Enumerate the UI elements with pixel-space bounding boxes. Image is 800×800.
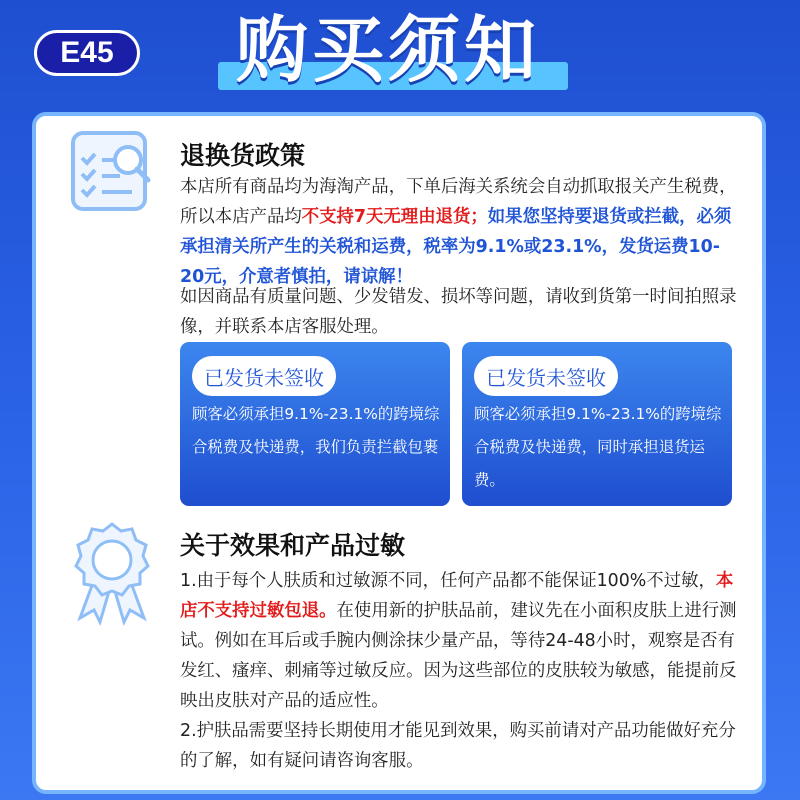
no-allergy-return-highlight: 本店不支持过敏包退。 xyxy=(180,571,734,621)
shipped-card-1-text: 顾客必须承担9.1%-23.1%的跨境综合税费及快递费，我们负责拦截包裹 xyxy=(192,405,440,456)
shipped-card-1-title: 已发货未签收 xyxy=(192,356,336,396)
section-title-allergy: 关于效果和产品过敏 xyxy=(180,531,406,560)
shipped-card-1 xyxy=(180,342,450,506)
allergy-p1-intro: 1.由于每个人肤质和过敏源不同，任何产品都不能保证100%不过敏， xyxy=(180,571,716,591)
return-policy-intro: 本店所有商品均为海淘产品，下单后海关系统会自动抓取报关产生税费，所以本店产品均 xyxy=(180,177,737,227)
shipped-card-2 xyxy=(462,342,732,506)
separator: ； xyxy=(470,207,488,227)
notice-card xyxy=(32,112,766,794)
allergy-paragraph-1 xyxy=(180,566,740,716)
allergy-p1-detail: 在使用新的护肤品前，建议先在小面积皮肤上进行测试。例如在耳后或手腕内侧涂抹少量产品，等待24-48小时，观察是否有发红、瘙痒、刺痛等过敏反应。因为这些部位的皮肤较为敏感，能提前反映出皮肤对产品的适应性。 xyxy=(180,601,737,711)
award-ribbon-icon xyxy=(70,522,154,626)
product-code-badge: E45 xyxy=(34,30,140,76)
section-title-return-policy: 退换货政策 xyxy=(180,141,306,170)
return-policy-text xyxy=(180,172,740,292)
checklist-search-icon xyxy=(70,130,154,214)
return-fee-notice: 如果您坚持要退货或拦截，必须承担清关所产生的关税和运费，税率为9.1%或23.1%，发货运费10-20元，介意者慎拍，请谅解！ xyxy=(180,207,732,287)
shipped-card-2-text: 顾客必须承担9.1%-23.1%的跨境综合税费及快递费，同时承担退货运费。 xyxy=(474,405,722,489)
shipped-card-2-title: 已发货未签收 xyxy=(474,356,618,396)
quality-issue-note: 如因商品有质量问题、少发错发、损坏等问题，请收到货第一时间拍照录像，并联系本店客服处理。 xyxy=(180,287,737,337)
page-title: 购买须知 xyxy=(236,8,541,92)
allergy-paragraph-2: 2.护肤品需要坚持长期使用才能见到效果，购买前请对产品功能做好充分的了解，如有疑问请咨询客服。 xyxy=(180,721,736,771)
no-return-highlight: 不支持7天无理由退货 xyxy=(301,207,471,227)
